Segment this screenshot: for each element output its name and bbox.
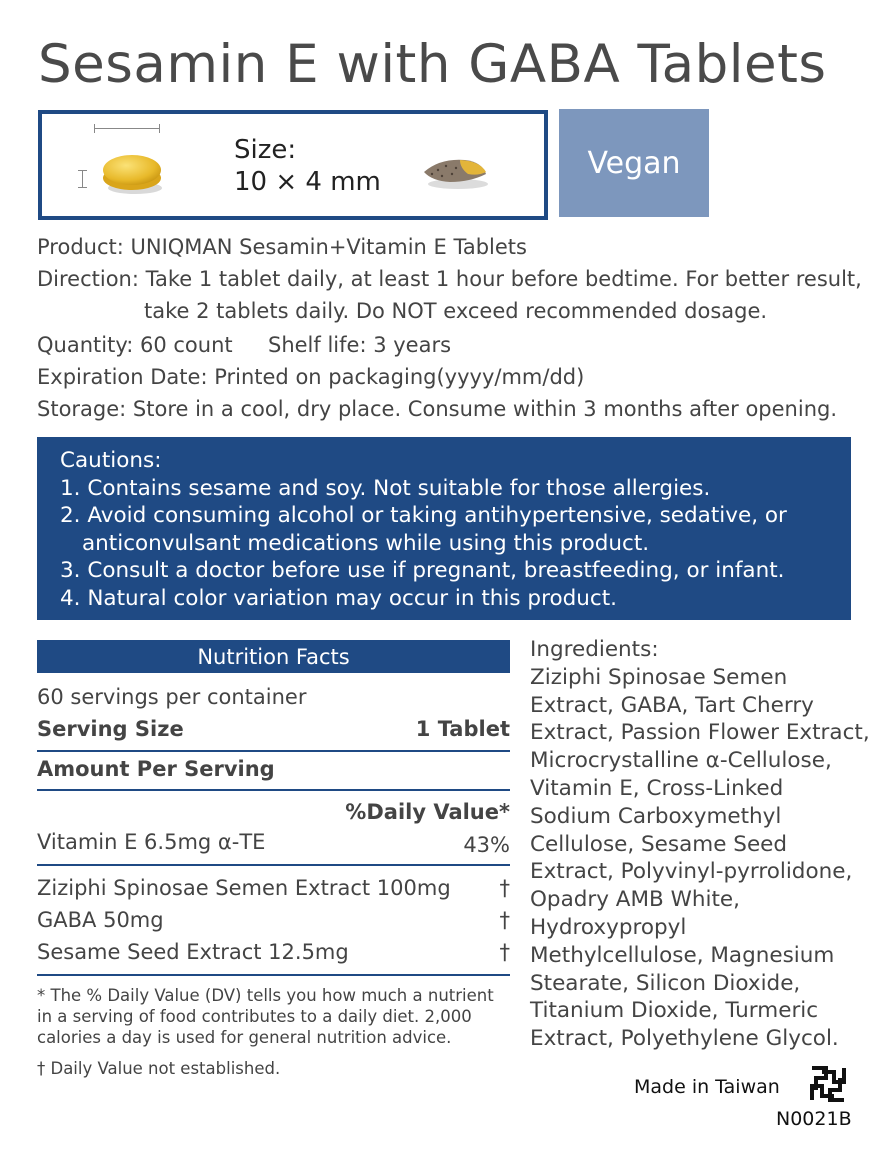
- ingredients-line: Extract, Polyvinyl-pyrrolidone,: [530, 859, 853, 885]
- shelf-life: Shelf life: 3 years: [268, 333, 452, 357]
- cautions-heading: Cautions:: [60, 448, 162, 473]
- vitamin-e-dv: 43%: [463, 833, 510, 857]
- footnote-line: in a serving of food contributes to a daily diet. 2,000: [37, 1007, 472, 1026]
- divider: [37, 750, 510, 752]
- ingredients-line: Ingredients:: [530, 637, 659, 662]
- divider: [37, 789, 510, 791]
- caution-item: 4. Natural color variation may occur in this product.: [60, 585, 617, 611]
- ingredients-line: Sodium Carboxymethyl: [530, 803, 782, 829]
- footnote-line: calories a day is used for general nutrition advice.: [37, 1028, 452, 1047]
- ingredients-list: [530, 636, 870, 1053]
- direction-line-1: Direction: Take 1 tablet daily, at least 1 hour before bedtime. For better result,: [37, 267, 862, 291]
- ingredients-line: Hydroxypropyl: [530, 914, 687, 940]
- recycle-icon: [808, 1064, 848, 1104]
- quantity: Quantity: 60 count: [37, 333, 233, 357]
- divider: [37, 864, 510, 866]
- tablet-icon: [102, 150, 164, 196]
- ingredients-line: Titanium Dioxide, Turmeric: [530, 998, 819, 1024]
- ingredients-line: Ziziphi Spinosae Semen: [530, 664, 788, 690]
- storage: Storage: Store in a cool, dry place. Consume within 3 months after opening.: [37, 397, 838, 421]
- nutrition-facts-heading: Nutrition Facts: [37, 640, 510, 673]
- ingredients-line: Extract, GABA, Tart Cherry: [530, 692, 814, 718]
- ingredients-line: Cellulose, Sesame Seed: [530, 831, 788, 857]
- amount-per-serving-label: Amount Per Serving: [37, 757, 275, 781]
- nutrient-dv: †: [499, 876, 510, 900]
- ingredients-line: Stearate, Silicon Dioxide,: [530, 970, 801, 996]
- size-info: [234, 134, 381, 198]
- caution-item: 3. Consult a doctor before use if pregnant, breastfeeding, or infant.: [60, 558, 785, 584]
- ingredients-line: Methylcellulose, Magnesium: [530, 942, 835, 968]
- dagger-note: † Daily Value not established.: [37, 1059, 281, 1078]
- caution-item: 2. Avoid consuming alcohol or taking antihypertensive, sedative, or: [60, 503, 787, 529]
- ingredients-line: Opadry AMB White,: [530, 887, 740, 913]
- page-title: Sesamin E with GABA Tablets: [38, 34, 827, 95]
- daily-value-label: %Daily Value*: [345, 800, 510, 824]
- width-dimension-marker: [94, 128, 160, 129]
- size-value: 10 × 4 mm: [234, 167, 381, 197]
- product-line: Product: UNIQMAN Sesamin+Vitamin E Tablets: [37, 235, 527, 259]
- tablet-cross-section-icon: [420, 154, 490, 190]
- height-dimension-marker: [82, 170, 83, 188]
- nutrient-dv: †: [499, 908, 510, 932]
- cautions-panel: [37, 437, 851, 620]
- nutrient-row: Ziziphi Spinosae Semen Extract 100mg: [37, 876, 451, 900]
- footnote-line: * The % Daily Value (DV) tells you how much a nutrient: [37, 986, 494, 1005]
- made-in-label: Made in Taiwan: [634, 1076, 780, 1098]
- divider: [37, 974, 510, 976]
- size-label: Size:: [234, 135, 297, 165]
- ingredients-line: Microcrystalline α-Cellulose,: [530, 748, 832, 774]
- ingredients-line: Extract, Passion Flower Extract,: [530, 720, 870, 746]
- nutrient-row: GABA 50mg: [37, 908, 164, 932]
- ingredients-line: Vitamin E, Cross-Linked: [530, 775, 784, 801]
- expiration-date: Expiration Date: Printed on packaging(yyyy/mm/dd): [37, 365, 585, 389]
- vegan-badge: Vegan: [559, 109, 709, 217]
- footnote: [37, 985, 494, 1048]
- serving-size-label: Serving Size: [37, 717, 184, 741]
- servings-per-container: 60 servings per container: [37, 685, 307, 709]
- nutrient-dv: †: [499, 940, 510, 964]
- product-code: N0021B: [776, 1108, 852, 1130]
- nutrient-row: Sesame Seed Extract 12.5mg: [37, 940, 349, 964]
- serving-size-value: 1 Tablet: [415, 717, 510, 741]
- ingredients-line: Extract, Polyethylene Glycol.: [530, 1026, 839, 1052]
- tablet-size-box: [38, 110, 548, 220]
- caution-item: anticonvulsant medications while using this product.: [82, 530, 650, 556]
- direction-line-2: take 2 tablets daily. Do NOT exceed recommended dosage.: [144, 299, 768, 323]
- caution-item: 1. Contains sesame and soy. Not suitable for those allergies.: [60, 475, 711, 501]
- vitamin-e-row: Vitamin E 6.5mg α-TE: [37, 830, 266, 854]
